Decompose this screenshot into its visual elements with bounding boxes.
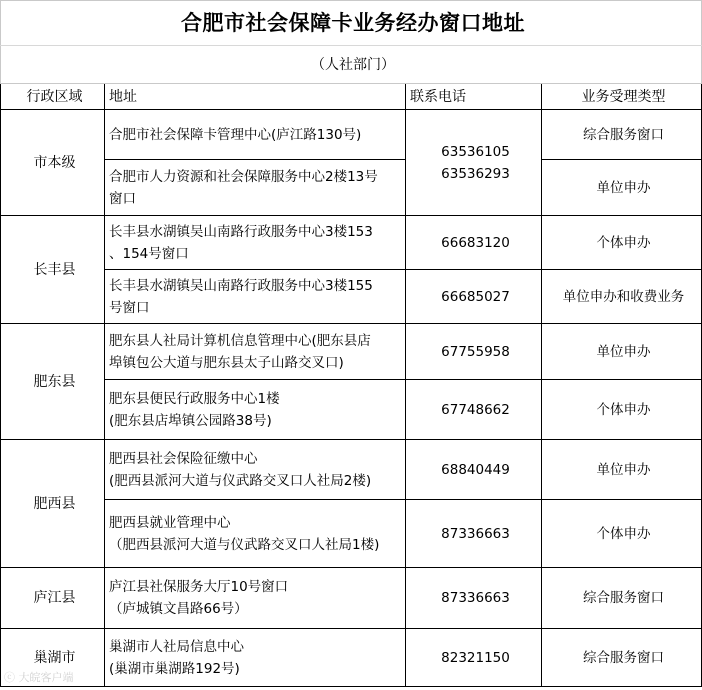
table-row [1, 440, 702, 500]
type-cell: 单位申办 [542, 324, 702, 380]
table-row [1, 270, 702, 324]
type-cell: 综合服务窗口 [542, 629, 702, 687]
phone-cell: 87336663 [406, 568, 542, 629]
phone-cell: 82321150 [406, 629, 542, 687]
phone-cell: 68840449 [406, 440, 542, 500]
page-subtitle: （人社部门） [1, 46, 702, 84]
address-cell: 合肥市社会保障卡管理中心(庐江路130号) [105, 110, 406, 160]
address-cell: 庐江县社保服务大厅10号窗口 （庐城镇文昌路66号） [105, 568, 406, 629]
table-row [1, 324, 702, 380]
address-cell: 巢湖市人社局信息中心 (巢湖市巢湖路192号) [105, 629, 406, 687]
phone-cell: 66683120 [406, 216, 542, 270]
address-cell: 长丰县水湖镇吴山南路行政服务中心3楼155 号窗口 [105, 270, 406, 324]
address-cell: 肥东县人社局计算机信息管理中心(肥东县店 埠镇包公大道与肥东县太子山路交叉口) [105, 324, 406, 380]
type-cell: 单位申办和收费业务 [542, 270, 702, 324]
table-row [1, 568, 702, 629]
address-cell: 肥西县社会保险征缴中心 (肥西县派河大道与仪武路交叉口人社局2楼) [105, 440, 406, 500]
header-type: 业务受理类型 [542, 84, 702, 110]
page-title: 合肥市社会保障卡业务经办窗口地址 [1, 1, 702, 46]
region-cell: 庐江县 [1, 568, 105, 629]
table-row [1, 160, 702, 216]
table-row [1, 380, 702, 440]
type-cell: 个体申办 [542, 216, 702, 270]
type-cell: 单位申办 [542, 440, 702, 500]
address-cell: 肥东县便民行政服务中心1楼 (肥东县店埠镇公园路38号) [105, 380, 406, 440]
header-address: 地址 [105, 84, 406, 110]
phone-cell: 63536105 63536293 [406, 110, 542, 216]
table-row [1, 110, 702, 160]
type-cell: 个体申办 [542, 500, 702, 568]
phone-cell: 66685027 [406, 270, 542, 324]
region-cell: 肥西县 [1, 440, 105, 568]
region-cell: 市本级 [1, 110, 105, 216]
table-row [1, 629, 702, 687]
address-cell: 合肥市人力资源和社会保障服务中心2楼13号 窗口 [105, 160, 406, 216]
region-cell: 巢湖市 [1, 629, 105, 687]
region-cell: 肥东县 [1, 324, 105, 440]
phone-cell: 87336663 [406, 500, 542, 568]
phone-cell: 67748662 [406, 380, 542, 440]
header-region: 行政区域 [1, 84, 105, 110]
phone-cell: 67755958 [406, 324, 542, 380]
type-cell: 单位申办 [542, 160, 702, 216]
address-cell: 肥西县就业管理中心 （肥西县派河大道与仪武路交叉口人社局1楼) [105, 500, 406, 568]
header-row [1, 84, 702, 110]
table-row [1, 500, 702, 568]
region-cell: 长丰县 [1, 216, 105, 324]
type-cell: 个体申办 [542, 380, 702, 440]
address-cell: 长丰县水湖镇吴山南路行政服务中心3楼153 、154号窗口 [105, 216, 406, 270]
type-cell: 综合服务窗口 [542, 110, 702, 160]
header-phone: 联系电话 [406, 84, 542, 110]
table-row [1, 216, 702, 270]
type-cell: 综合服务窗口 [542, 568, 702, 629]
watermark-logo: ⓒ 大皖客户端 [4, 671, 74, 684]
